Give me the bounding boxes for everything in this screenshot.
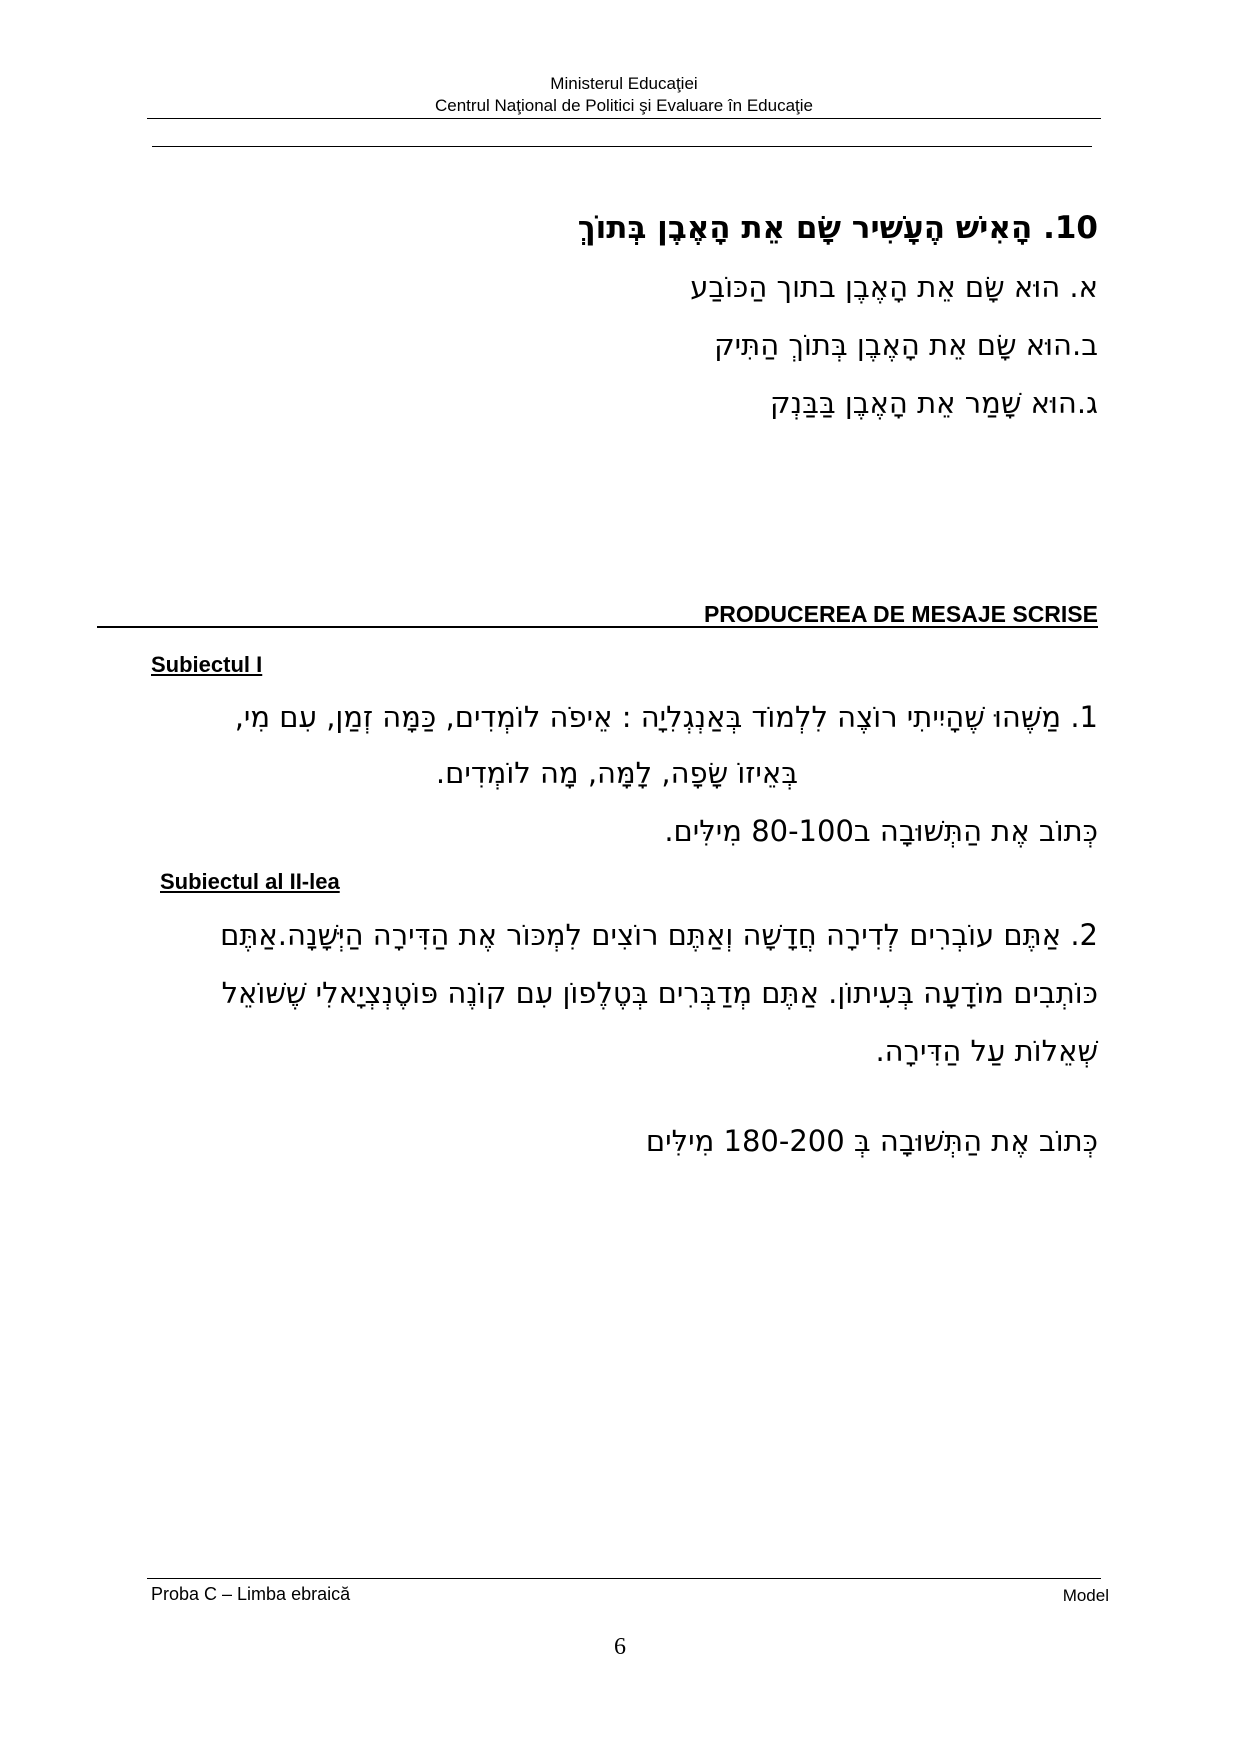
subject-2-line-1: 2. אַתֶּם עוֹבְרִים לְדִירָה חֲדָשָׁה וְאַתֶּם רוֹצִים לִמְכּוֹר אֶת הַדִּירָה הַיְּשָׁנָה.אַתֶּם [220,918,1098,952]
subject-1-line-1: 1. מַשֶּׁהוּ שֶׁהָיִיתִי רוֹצֶה לִלְמוֹד בְּאַנְגְלִיָה : אֵיפֹה לוֹמְדִים, כַּמָּה זְמַן, עִם מִי, [234,700,1098,734]
footer-exam-title: Proba C – Limba ebraică [151,1584,351,1604]
subject-2-instruction: כְּתוֹב אֶת הַתְּשׁוּבָה בְּ 180-200 מִילִּים [645,1124,1098,1158]
header-rule [147,118,1101,119]
question-10-title: 10. הָאִישׁ הֶעָשִׁיר שָׂם אֵת הָאֶבֶן בְּתוֹךְ [577,210,1098,246]
page-number: 6 [614,1634,626,1660]
subject-2-line-2: כּוֹתְבִים מוֹדָעָה בְּעִיתוֹן. אַתֶּם מְדַבְּרִים בְּטֶלֶפוֹן עִם קוֹנֶה פּוֹטֶנְצְיָאלִי שֶׁשּׁוֹאֵל [221,976,1098,1010]
section-rule [97,626,1098,628]
question-10-option-a: א. הוּא שָׂם אֵת הָאֶבֶן בתוך הַכּוֹבַע [690,270,1098,304]
footer-rule [147,1578,1101,1579]
header-underline [152,146,1092,147]
footer-model-label: Model [1062,1586,1109,1605]
subject-1-label: Subiectul I [151,652,263,677]
subject-2-line-3: שְׁאֵלוֹת עַל הַדִּירָה. [875,1034,1098,1068]
header-ministry: Ministerul Educaţiei [550,74,698,93]
subject-1-line-2: בְּאֵיזוֹ שָׂפָה, לָמָּה, מָה לוֹמְדִים. [435,756,798,790]
question-10-option-b: ב.הוּא שָׂם אֵת הָאֶבֶן בְּתוֹךְ הַתִּיק [714,328,1098,362]
section-title: PRODUCEREA DE MESAJE SCRISE [703,601,1098,627]
subject-2-label: Subiectul al II-lea [160,869,340,894]
subject-1-line-3: כְּתוֹב אֶת הַתְּשׁוּבָה ב80-100 מִילִּים. [664,814,1098,848]
question-10-option-c: ג.הוּא שָׁמַר אֵת הָאֶבֶן בַּבַּנְק [769,386,1098,420]
header-center: Centrul Naţional de Politici şi Evaluare în Educaţie [435,96,813,115]
